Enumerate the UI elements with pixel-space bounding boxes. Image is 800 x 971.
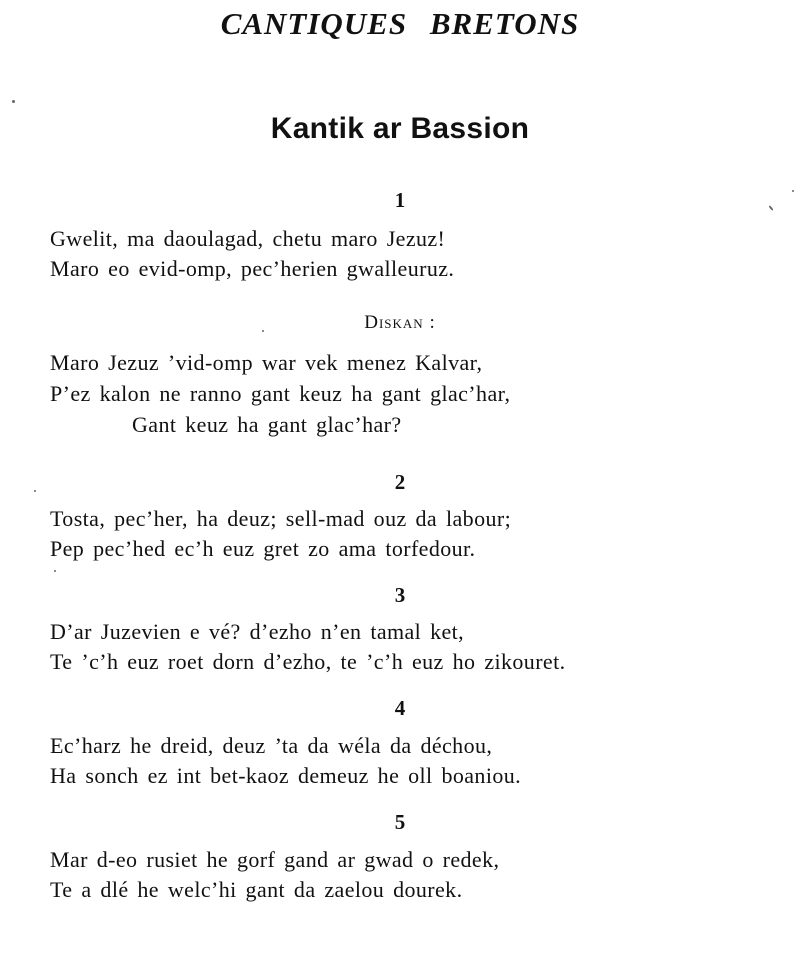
- refrain-label: Diskan :: [364, 312, 436, 333]
- verse-line: Tosta, pec’her, ha deuz; sell-mad ouz da labour;: [50, 506, 512, 531]
- verse-line: D’ar Juzevien e vé? d’ezho n’en tamal ket,: [50, 619, 465, 644]
- hymn-title: Kantik ar Bassion: [270, 112, 530, 145]
- verse-line: Pep pec’hed ec’h euz gret zo ama torfedour.: [50, 536, 476, 561]
- verse-line: Maro eo evid-omp, pec’herien gwalleuruz.: [50, 256, 455, 281]
- refrain-line: Maro Jezuz ’vid-omp war vek menez Kalvar,: [50, 350, 483, 375]
- refrain-line: Gant keuz ha gant glac’har?: [132, 412, 402, 437]
- verse-number: 3: [394, 583, 406, 607]
- scan-speck: [12, 100, 15, 103]
- verse-line: Ha sonch ez int bet-kaoz demeuz he oll boaniou.: [50, 763, 522, 788]
- verse-line: Te ’c’h euz roet dorn d’ezho, te ’c’h euz ho zikouret.: [50, 649, 566, 674]
- scan-speck: [262, 330, 264, 332]
- scan-speck: [54, 570, 56, 572]
- scan-speck: [792, 190, 794, 192]
- verse-line: Ec’harz he dreid, deuz ’ta da wéla da déchou,: [50, 733, 493, 758]
- verse-number: 1: [394, 188, 406, 212]
- verse-line: Te a dlé he welc’hi gant da zaelou dourek.: [50, 877, 463, 902]
- verse-line: Mar d-eo rusiet he gorf gand ar gwad o redek,: [50, 847, 500, 872]
- verse-number: 4: [394, 696, 406, 720]
- verse-number: 5: [394, 810, 406, 834]
- refrain-line: P’ez kalon ne ranno gant keuz ha gant glac’har,: [50, 381, 511, 406]
- running-head: CANTIQUES BRETONS: [220, 6, 580, 41]
- scan-speck: [34, 490, 36, 492]
- verse-number: 2: [394, 470, 406, 494]
- verse-line: Gwelit, ma daoulagad, chetu maro Jezuz!: [50, 226, 446, 251]
